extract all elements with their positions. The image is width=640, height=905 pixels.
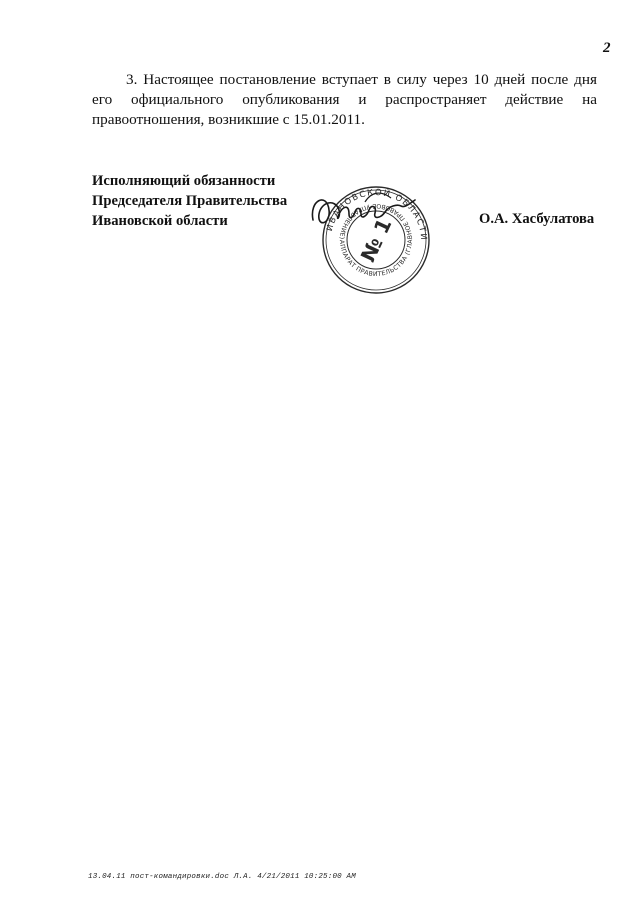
signatory-title xyxy=(92,171,287,231)
signatory-line-3: Ивановской области xyxy=(92,213,228,229)
official-seal-stamp xyxy=(305,180,445,300)
signatory-line-1: Исполняющий обязанности xyxy=(92,173,276,189)
seal-inner-text: АППАРАТ ПРАВИТЕЛЬСТВА (ГЛАВНОЕ ПРАВОВОЕ УПРАВЛЕНИЕ) xyxy=(337,201,415,279)
signer-name: О.А. Хасбулатова xyxy=(479,211,595,227)
seal-and-signature xyxy=(305,180,445,300)
clause-paragraph xyxy=(92,70,597,130)
seal-outer-text: ИВАНОВСКОЙ ОБЛАСТИ xyxy=(324,187,429,242)
clause-text: 3. Настоящее постановление вступает в силу через 10 дней после дня его официального опубликования и распространяет действие на правоотношения, возникшие с 15.01.2011. xyxy=(92,71,597,128)
page-number: 2 xyxy=(603,40,611,56)
seal-number: № 1 xyxy=(355,214,397,266)
file-footer: 13.04.11 пост-командировки.doc Л.А. 4/21/2011 10:25:00 AM xyxy=(88,873,356,881)
signatory-line-2: Председателя Правительства xyxy=(92,193,288,209)
